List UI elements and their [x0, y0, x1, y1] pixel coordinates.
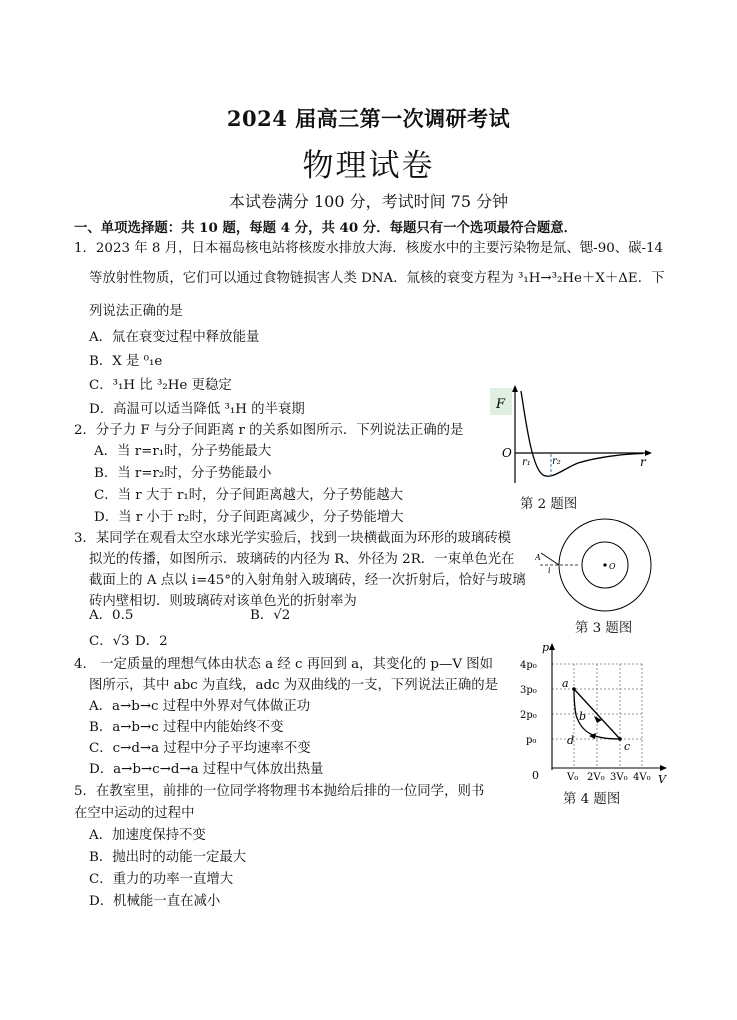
q2-origin-label: O	[502, 446, 512, 460]
q3-stem-line2: 拟光的传播，如图所示．玻璃砖的内径为 R、外径为 2R．一束单色光在	[89, 552, 515, 567]
q2-r1-label: r₁	[522, 457, 531, 468]
q4-option-d: D．a→b→c→d→a 过程中气体放出热量	[89, 762, 324, 777]
q2-force-curve	[521, 391, 643, 476]
q4-option-a: A．a→b→c 过程中外界对气体做正功	[89, 699, 311, 714]
q4-axis-V: V	[658, 773, 666, 786]
q4-stem-line2: 图所示，其中 abc 为直线，adc 为双曲线的一支，下列说法正确的是	[89, 678, 499, 693]
section-heading: 一、单项选择题：共 10 题，每题 4 分，共 40 分．每题只有一个选项最符合题意．	[74, 220, 578, 236]
q1-option-c: C．³₁H 比 ³₂He 更稳定	[89, 378, 232, 393]
q3-option-c: C．√3	[89, 634, 130, 649]
q2-x-arrow	[645, 450, 652, 456]
q4-option-c: C．c→d→a 过程中分子平均速率不变	[89, 741, 311, 756]
q2-force-distance-graph	[488, 383, 658, 488]
q3-angle-i: i	[548, 566, 551, 575]
q1-stem-line3: 列说法正确的是	[89, 304, 183, 319]
q4-stem-line1: 4． 一定质量的理想气体由状态 a 经 c 再回到 a，其变化的 p—V 图如	[74, 657, 494, 672]
q4-y-arrow	[549, 643, 555, 650]
q4-option-b: B．a→b→c 过程中内能始终不变	[89, 720, 284, 735]
exam-subject: 物理试卷	[302, 148, 435, 184]
q4-xtick-4V0: 4V₀	[633, 772, 651, 783]
q4-point-a	[572, 687, 576, 691]
q1-stem-line1: 1．2023 年 8 月，日本福岛核电站将核废水排放大海．核废水中的主要污染物是氚、锶-90、碳-14	[74, 241, 664, 256]
q4-x-arrow	[660, 765, 667, 771]
q1-option-b: B．X 是 ⁰₁e	[89, 354, 163, 369]
q1-option-d: D．高温可以适当降低 ³₁H 的半衰期	[89, 402, 305, 417]
q4-label-d: d	[567, 734, 575, 747]
q2-y-arrow	[512, 385, 518, 392]
q3-option-d: D．2	[135, 634, 168, 649]
q3-incident-ray	[541, 553, 559, 565]
q4-axis-p: p	[542, 641, 550, 654]
q1-stem-line2: 等放射性物质，它们可以通过食物链损害人类 DNA．氚核的衰变方程为 ³₁H→³₂He＋X＋ΔE．下	[89, 271, 665, 286]
q4-point-c	[618, 737, 622, 741]
q3-option-a: A．0.5	[89, 608, 134, 623]
q2-r2-label: r₂	[552, 456, 561, 467]
q4-xtick-V0: V₀	[567, 772, 579, 783]
q2-option-a: A．当 r=r₁时，分子势能最大	[94, 444, 272, 459]
q2-option-d: D．当 r 小于 r₂时，分子间距离减少，分子势能增大	[94, 510, 404, 525]
q3-center-label: O	[609, 562, 616, 571]
q2-axis-F: F	[496, 397, 506, 412]
q4-pv-graph	[512, 640, 677, 790]
q4-caption: 第 4 题图	[563, 792, 621, 807]
q3-point-A: A	[535, 553, 541, 562]
q3-center-dot	[603, 563, 606, 566]
q4-origin: 0	[532, 769, 539, 782]
q5-option-b: B．抛出时的动能一定最大	[89, 850, 247, 865]
q2-axis-r: r	[640, 455, 646, 469]
q5-option-c: C．重力的功率一直增大	[89, 872, 234, 887]
exam-title: 2024 届高三第一次调研考试	[226, 106, 511, 131]
q5-option-a: A．加速度保持不变	[89, 828, 206, 843]
q5-stem-line2: 在空中运动的过程中	[74, 806, 195, 821]
q3-ring-figure	[535, 515, 665, 615]
q4-ytick-3p0: 3p₀	[520, 685, 537, 696]
q1-option-a: A．氚在衰变过程中释放能量	[89, 330, 260, 345]
exam-info: 本试卷满分 100 分，考试时间 75 分钟	[228, 192, 509, 211]
q2-option-c: C．当 r 大于 r₁时，分子间距离越大，分子势能越大	[94, 488, 403, 503]
q5-stem-line1: 5．在教室里，前排的一位同学将物理书本抛给后排的一位同学，则书	[74, 784, 485, 799]
q4-ytick-4p0: 4p₀	[520, 660, 537, 671]
q4-ytick-2p0: 2p₀	[520, 710, 537, 721]
q2-stem: 2．分子力 F 与分子间距离 r 的关系如图所示．下列说法正确的是	[74, 423, 464, 438]
q3-caption: 第 3 题图	[575, 621, 633, 636]
q3-stem-line3: 截面上的 A 点以 i=45°的入射角射入玻璃砖，经一次折射后，恰好与玻璃	[89, 573, 526, 588]
q3-stem-line1: 3．某同学在观看太空水球光学实验后，找到一块横截面为环形的玻璃砖模	[74, 531, 512, 546]
q4-arrow-ab	[594, 716, 602, 723]
q5-option-d: D．机械能一直在减小	[89, 894, 221, 909]
q3-stem-line4: 砖内壁相切．则玻璃砖对该单色光的折射率为	[89, 594, 357, 609]
q4-xtick-3V0: 3V₀	[610, 772, 628, 783]
q4-ytick-p0: p₀	[526, 735, 537, 746]
q4-label-a: a	[562, 677, 569, 690]
q3-option-b: B．√2	[250, 608, 291, 623]
q2-caption: 第 2 题图	[520, 497, 578, 512]
q4-label-b: b	[579, 710, 587, 723]
q4-xtick-2V0: 2V₀	[587, 772, 605, 783]
q2-option-b: B．当 r=r₂时，分子势能最小	[94, 466, 272, 481]
q4-label-c: c	[624, 740, 631, 753]
